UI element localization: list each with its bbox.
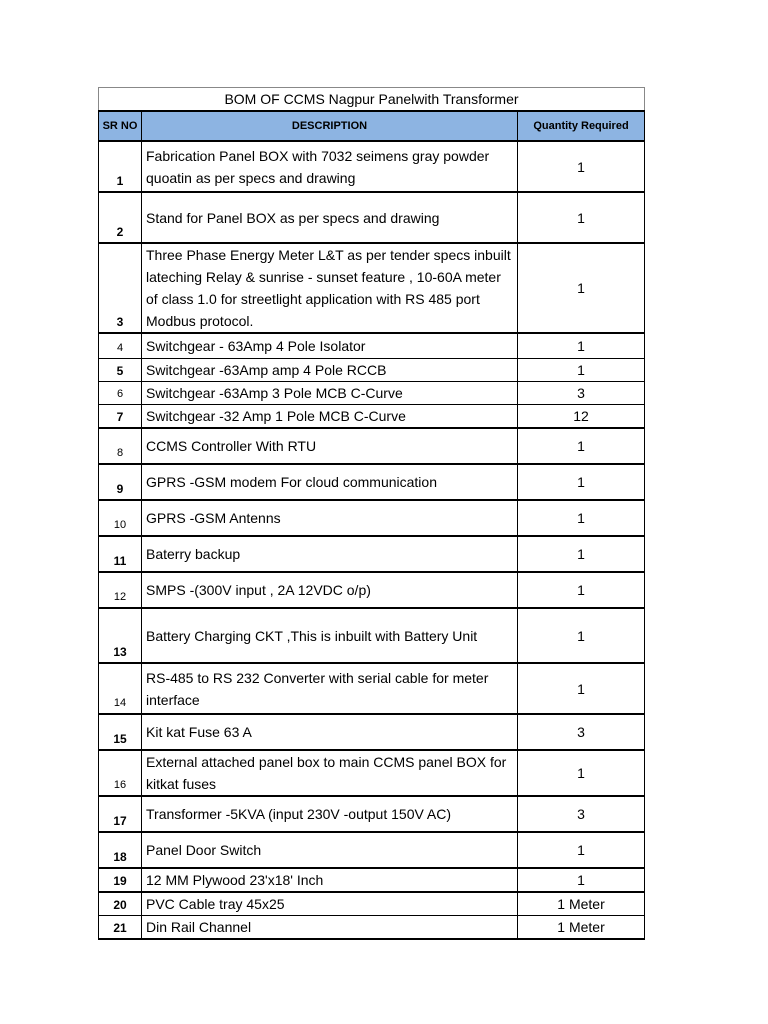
description-cell: GPRS -GSM Antenns xyxy=(142,500,518,536)
quantity-cell: 1 xyxy=(518,663,645,714)
sr-no-cell: 2 xyxy=(99,192,142,243)
quantity-cell: 1 xyxy=(518,868,645,892)
table-row xyxy=(99,868,645,892)
table-row xyxy=(99,243,645,333)
table-row xyxy=(99,832,645,868)
table-row xyxy=(99,608,645,663)
quantity-cell: 12 xyxy=(518,404,645,428)
description-cell: CCMS Controller With RTU xyxy=(142,428,518,464)
header-row xyxy=(99,111,645,141)
description-cell: Fabrication Panel BOX with 7032 seimens gray powder quoatin as per specs and drawing xyxy=(142,141,518,192)
sr-no-cell: 13 xyxy=(99,608,142,663)
sr-no-cell: 5 xyxy=(99,358,142,381)
quantity-cell: 1 xyxy=(518,243,645,333)
table-title: BOM OF CCMS Nagpur Panelwith Transformer xyxy=(99,88,645,112)
quantity-cell: 3 xyxy=(518,381,645,404)
quantity-cell: 1 xyxy=(518,333,645,358)
table-row xyxy=(99,500,645,536)
sr-no-cell: 6 xyxy=(99,381,142,404)
description-cell: Battery Charging CKT ,This is inbuilt with Battery Unit xyxy=(142,608,518,663)
table-body xyxy=(99,141,645,939)
table-row xyxy=(99,381,645,404)
description-cell: External attached panel box to main CCMS panel BOX for kitkat fuses xyxy=(142,750,518,796)
quantity-cell: 1 Meter xyxy=(518,916,645,940)
quantity-cell: 1 xyxy=(518,500,645,536)
table-row xyxy=(99,714,645,750)
table-row xyxy=(99,428,645,464)
sr-no-cell: 17 xyxy=(99,796,142,832)
description-cell: RS-485 to RS 232 Converter with serial cable for meter interface xyxy=(142,663,518,714)
description-cell: 12 MM Plywood 23'x18' Inch xyxy=(142,868,518,892)
description-cell: Three Phase Energy Meter L&T as per tender specs inbuilt lateching Relay & sunrise - sunset feature , 10-60A meter of class 1.0 for streetlight application with RS 485 port Modbus protocol. xyxy=(142,243,518,333)
table-row xyxy=(99,536,645,572)
quantity-cell: 1 xyxy=(518,141,645,192)
quantity-cell: 1 xyxy=(518,536,645,572)
quantity-cell: 1 xyxy=(518,750,645,796)
quantity-cell: 1 xyxy=(518,608,645,663)
table-row xyxy=(99,892,645,916)
table-row xyxy=(99,916,645,940)
description-cell: Switchgear -32 Amp 1 Pole MCB C-Curve xyxy=(142,404,518,428)
description-cell: SMPS -(300V input , 2A 12VDC o/p) xyxy=(142,572,518,608)
description-cell: GPRS -GSM modem For cloud communication xyxy=(142,464,518,500)
table-row xyxy=(99,572,645,608)
table-row xyxy=(99,404,645,428)
description-cell: Transformer -5KVA (input 230V -output 150V AC) xyxy=(142,796,518,832)
sr-no-cell: 8 xyxy=(99,428,142,464)
sr-no-cell: 21 xyxy=(99,916,142,940)
table-row xyxy=(99,141,645,192)
sr-no-cell: 15 xyxy=(99,714,142,750)
description-cell: Panel Door Switch xyxy=(142,832,518,868)
table-row xyxy=(99,750,645,796)
description-cell: Din Rail Channel xyxy=(142,916,518,940)
table-row xyxy=(99,358,645,381)
sr-no-cell: 18 xyxy=(99,832,142,868)
table-row xyxy=(99,796,645,832)
quantity-cell: 3 xyxy=(518,796,645,832)
sr-no-cell: 14 xyxy=(99,663,142,714)
header-description: DESCRIPTION xyxy=(142,111,518,141)
table-row xyxy=(99,192,645,243)
quantity-cell: 1 xyxy=(518,464,645,500)
bom-sheet xyxy=(98,87,644,940)
sr-no-cell: 12 xyxy=(99,572,142,608)
sr-no-cell: 20 xyxy=(99,892,142,916)
description-cell: Switchgear - 63Amp 4 Pole Isolator xyxy=(142,333,518,358)
header-quantity: Quantity Required xyxy=(518,111,645,141)
table-row xyxy=(99,663,645,714)
quantity-cell: 1 xyxy=(518,572,645,608)
table-row xyxy=(99,464,645,500)
sr-no-cell: 7 xyxy=(99,404,142,428)
sr-no-cell: 16 xyxy=(99,750,142,796)
quantity-cell: 1 Meter xyxy=(518,892,645,916)
sr-no-cell: 10 xyxy=(99,500,142,536)
sr-no-cell: 3 xyxy=(99,243,142,333)
description-cell: Kit kat Fuse 63 A xyxy=(142,714,518,750)
description-cell: Switchgear -63Amp amp 4 Pole RCCB xyxy=(142,358,518,381)
quantity-cell: 1 xyxy=(518,192,645,243)
sr-no-cell: 9 xyxy=(99,464,142,500)
quantity-cell: 1 xyxy=(518,358,645,381)
sr-no-cell: 11 xyxy=(99,536,142,572)
sr-no-cell: 1 xyxy=(99,141,142,192)
table-row xyxy=(99,333,645,358)
sr-no-cell: 19 xyxy=(99,868,142,892)
description-cell: Baterry backup xyxy=(142,536,518,572)
description-cell: Switchgear -63Amp 3 Pole MCB C-Curve xyxy=(142,381,518,404)
quantity-cell: 3 xyxy=(518,714,645,750)
description-cell: Stand for Panel BOX as per specs and drawing xyxy=(142,192,518,243)
header-sr-no: SR NO xyxy=(99,111,142,141)
description-cell: PVC Cable tray 45x25 xyxy=(142,892,518,916)
bom-table xyxy=(98,87,645,940)
quantity-cell: 1 xyxy=(518,832,645,868)
quantity-cell: 1 xyxy=(518,428,645,464)
sr-no-cell: 4 xyxy=(99,333,142,358)
